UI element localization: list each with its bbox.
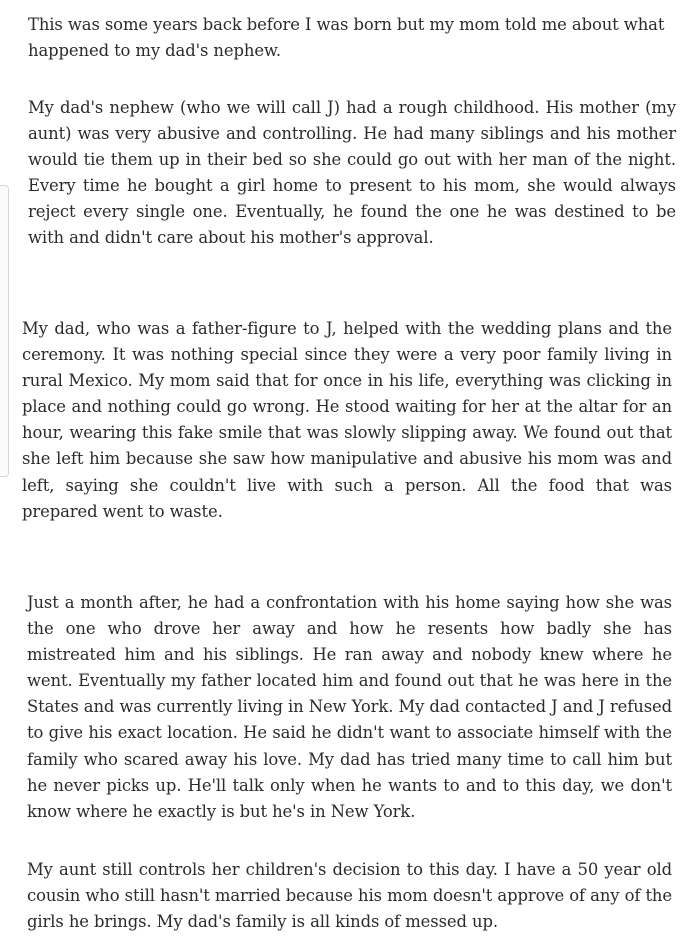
story-paragraph-4: Just a month after, he had a confrontation with his home saying how she was the one who drove her away and how he resents how badly she has mistreated him and his siblings. He ran away and nobody knew where he went. Eventually my father located him and found out that he was here in the States and was currently living in New York. My dad contacted J and J refused to give his exact location. He said he didn't want to associate himself with the family who scared away his love. My dad has tried many time to call him but he never picks up. He'll talk only when he wants to and to this day, we don't know where he exactly is but he's in New York. [27, 593, 672, 821]
story-paragraph-5: My aunt still controls her children's decision to this day. I have a 50 year old cousin who still hasn't married because his mom doesn't approve of any of the girls he brings. My dad's family is all kinds of messed up. [27, 860, 672, 932]
story-paragraph-3: My dad, who was a father-figure to J, helped with the wedding plans and the ceremony. It was nothing special since they were a very poor family living in rural Mexico. My mom said that for once in his life, everything was clicking in place and nothing could go wrong. He stood waiting for her at the altar for an hour, wearing this fake smile that was slowly slipping away. We found out that she left him because she saw how manipulative and abusive his mom was and left, saying she couldn't live with such a person. All the food that was prepared went to waste. [22, 319, 672, 521]
story-paragraph-2: My dad's nephew (who we will call J) had a rough childhood. His mother (my aunt) was very abusive and controlling. He had many siblings and his mother would tie them up in their bed so she could go out with her man of the night. Every time he bought a girl home to present to his mom, she would always reject every single one. Eventually, he found the one he was destined to be with and didn't care about his mother's approval. [28, 98, 676, 248]
page-edge-tab [0, 185, 9, 477]
story-paragraph-1: This was some years back before I was born but my mom told me about what happened to my dad's nephew. [28, 15, 665, 61]
